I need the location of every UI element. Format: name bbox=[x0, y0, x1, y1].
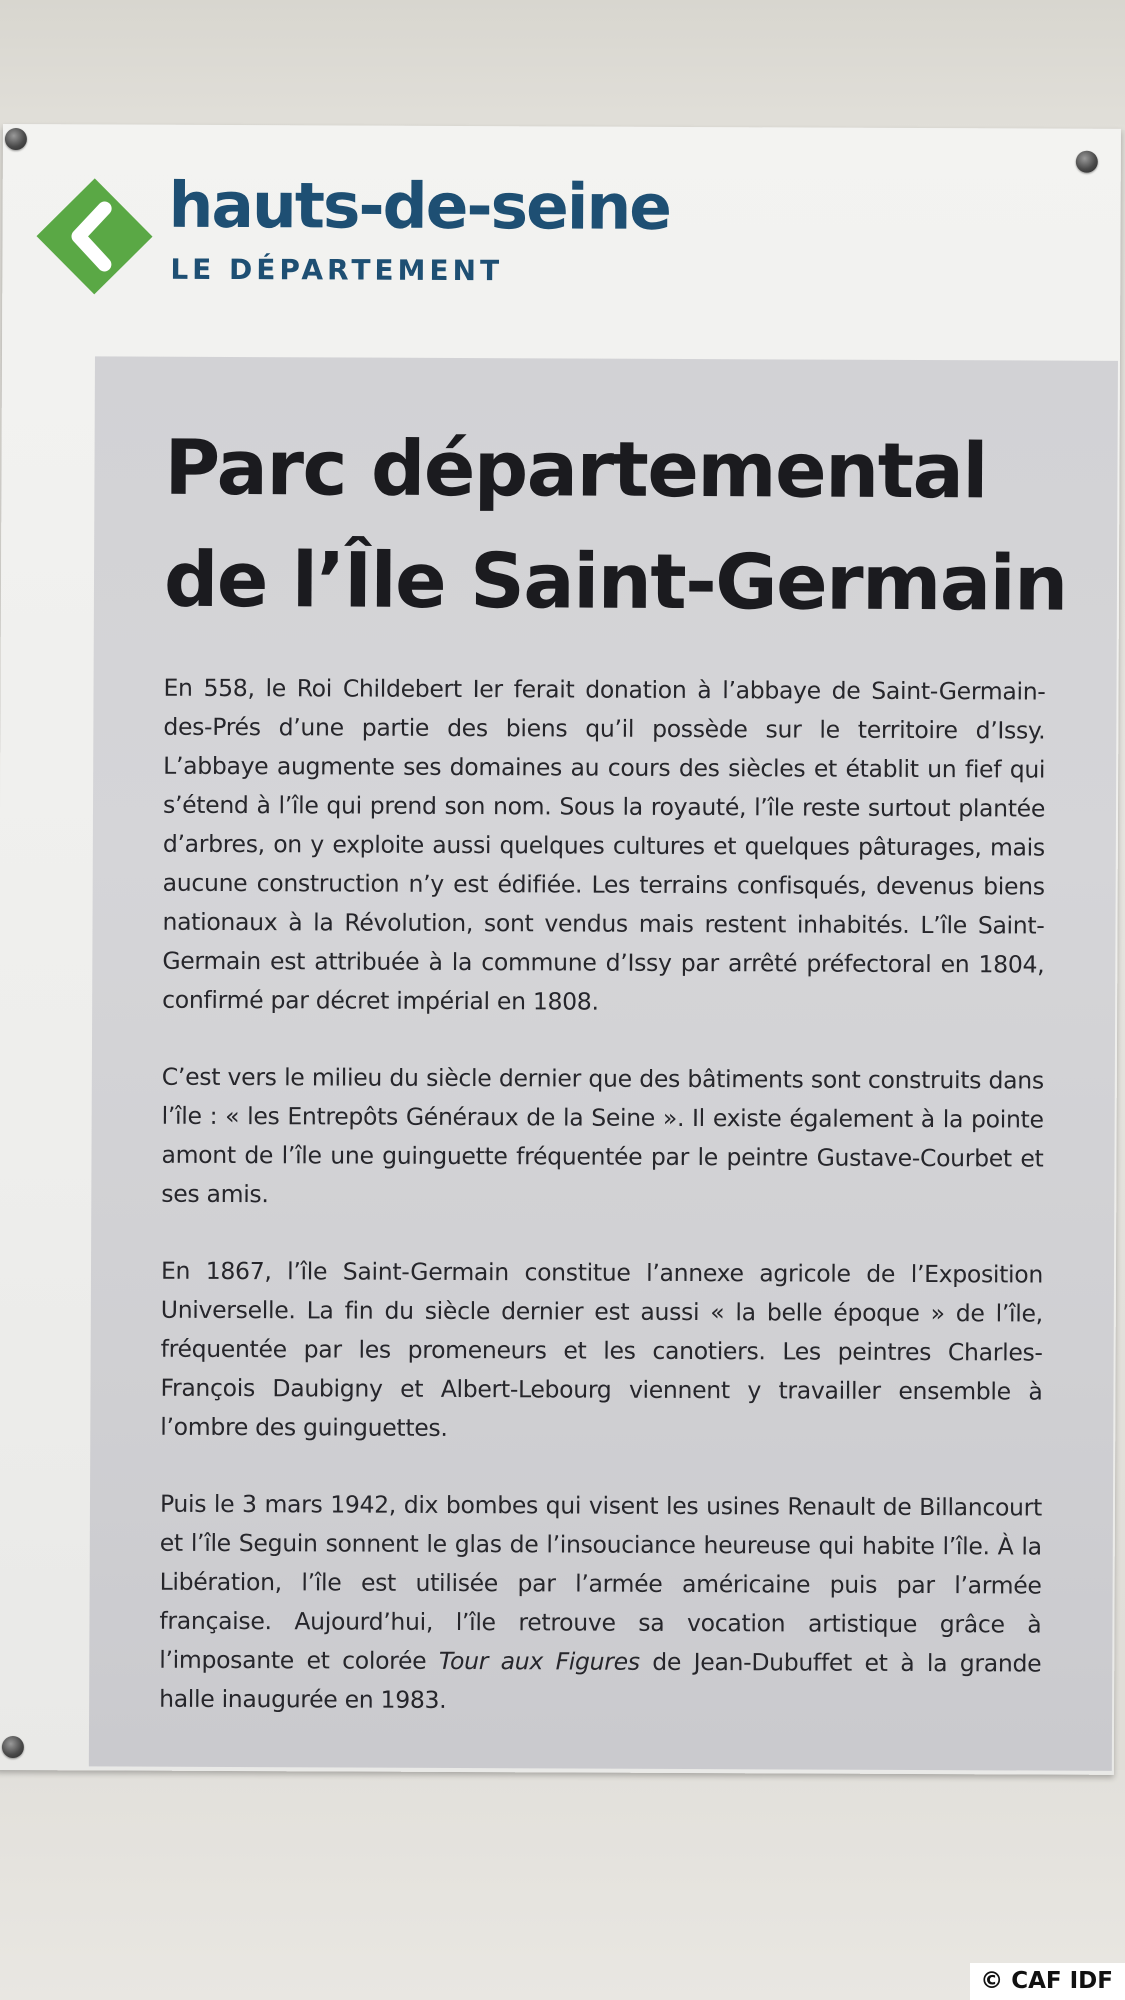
screw-top-right bbox=[1076, 151, 1098, 173]
paragraph-1: En 558, le Roi Childebert Ier ferait donation à l’abbaye de Saint-Germain-des-Prés d’une partie des biens qu’il possède sur le territoire d’Issy. L’abbaye augmente ses domaines au cours des siècles et établit un fief qui s’étend à l’île qui prend son nom. Sous la royauté, l’île reste surtout plantée d’arbres, on y exploite aussi quelques cultures et quelques pâturages, mais aucune construction n’y est édifiée. Les terrains confisqués, devenus biens nationaux à la Révolution, sont vendus mais restent inhabités. L’île Saint-Germain est attribuée à la commune d’Issy par arrêté préfectoral en 1804, confirmé par décret impérial en 1808. bbox=[162, 673, 1046, 1016]
paragraph-3: En 1867, l’île Saint-Germain constitue l’annexe agricole de l’Exposition Universelle. La fin du siècle dernier est aussi « la belle époque » de l’île, fréquentée par les promeneurs et les canotiers. Les peintres Charles-François Daubigny et Albert-Lebourg viennent y travailler ensemble à l’ombre des guinguettes. bbox=[160, 1256, 1044, 1442]
copyright-watermark: © CAF IDF bbox=[970, 1963, 1125, 2000]
wall-bottom bbox=[0, 1770, 1125, 2000]
paragraph-4-end: de Jean-Dubuffet et à la grande halle inaugurée en 1983. bbox=[159, 1647, 1042, 1714]
artwork-title: Tour aux Figures bbox=[438, 1646, 640, 1676]
page-title bbox=[164, 412, 1105, 640]
chevron-left-logo-icon bbox=[32, 174, 157, 299]
screw-bottom-left bbox=[2, 1736, 24, 1758]
title-line-1: Parc départemental bbox=[164, 422, 988, 516]
history-text bbox=[159, 669, 1046, 1761]
wall-top bbox=[0, 0, 1125, 130]
paragraph-4-start: Puis le 3 mars 1942, dix bombes qui visent les usines Renault de Billancourt et l’île Seguin sonnent le glas de l’insouciance heureuse qui habite l’île. À la Libération, l’île est utilisée par l’armée américaine puis par l’armée française. Aujourd’hui, l’île retrouve sa vocation artistique grâce à l’imposante et colorée bbox=[159, 1489, 1043, 1675]
text-panel bbox=[89, 356, 1118, 1770]
paragraph-2: C’est vers le milieu du siècle dernier que des bâtiments sont construits dans l’île : « les Entrepôts Généraux de la Seine ». Il existe également à la pointe amont de l’île une guinguette fréquentée par le peintre Gustave-Courbet et ses amis. bbox=[161, 1062, 1044, 1209]
title-line-2: de l’Île Saint-Germain bbox=[163, 534, 1067, 628]
department-logo bbox=[32, 168, 673, 297]
paragraph-4 bbox=[159, 1485, 1042, 1723]
information-plaque bbox=[0, 124, 1121, 1775]
screw-top-left bbox=[5, 128, 27, 150]
logo-subtitle: LE DÉPARTEMENT bbox=[170, 252, 504, 288]
logo-name: hauts-de-seine bbox=[168, 168, 671, 244]
